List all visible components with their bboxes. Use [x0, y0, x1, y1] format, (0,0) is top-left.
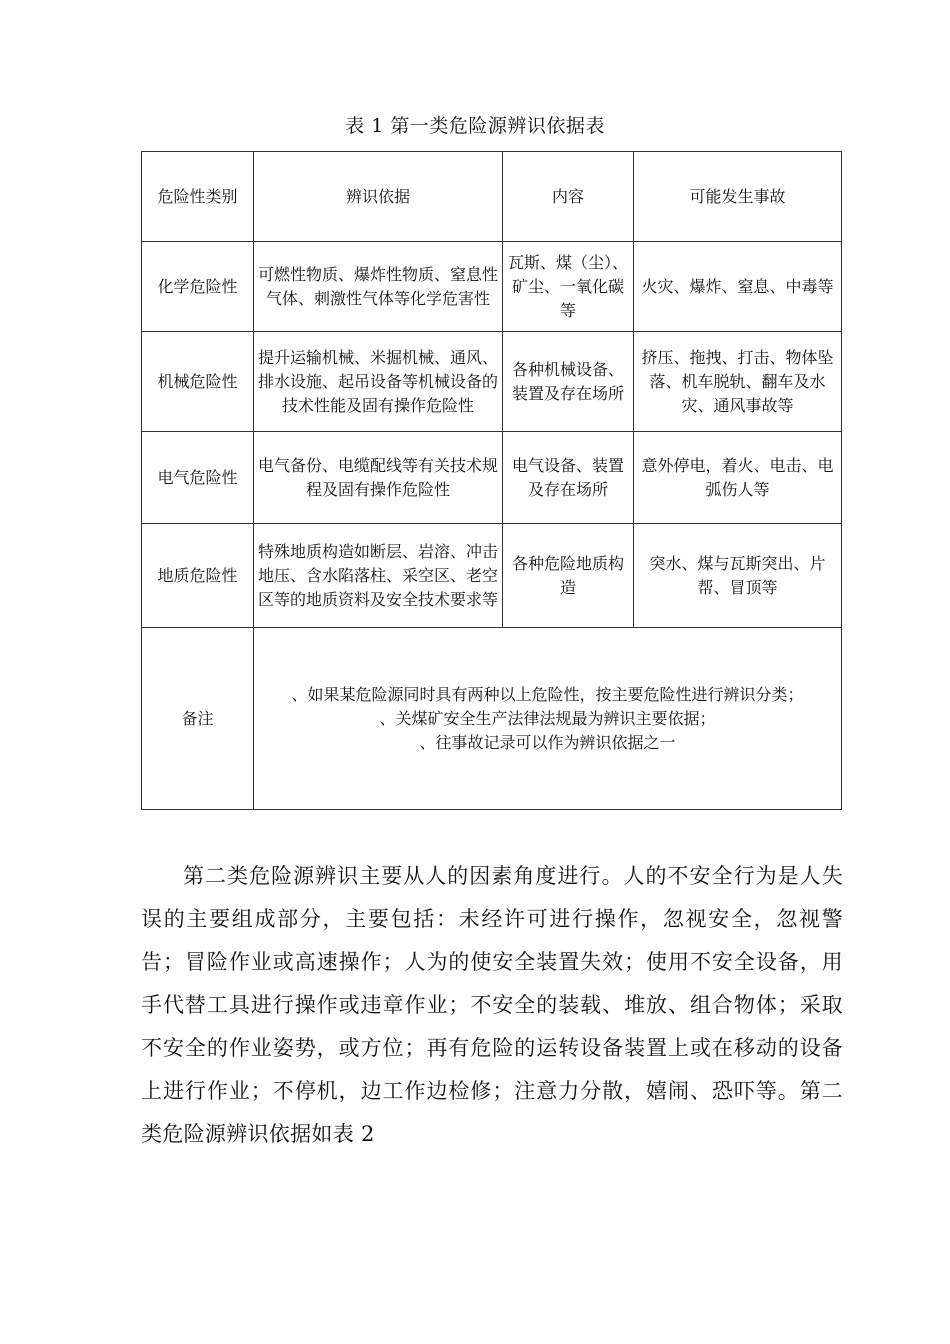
row-content: 电气设备、装置及存在场所: [503, 432, 634, 524]
note-line: 、往事故记录可以作为辨识依据之一: [419, 732, 676, 752]
note-label: 备注: [142, 628, 254, 810]
row-content: 各种机械设备、装置及存在场所: [503, 332, 634, 432]
row-basis: 可燃性物质、爆炸性物质、窒息性气体、刺激性气体等化学危害性: [254, 242, 503, 332]
row-category: 电气危险性: [142, 432, 254, 524]
table-note-row: [142, 628, 842, 810]
note-content: [254, 628, 842, 810]
row-basis: 特殊地质构造如断层、岩溶、冲击地压、含水陷落柱、采空区、老空区等的地质资料及安全技术要求等: [254, 524, 503, 628]
row-basis: 提升运输机械、米掘机械、通风、排水设施、起吊设备等机械设备的技术性能及固有操作危险性: [254, 332, 503, 432]
row-accident: 意外停电，着火、电击、电弧伤人等: [634, 432, 842, 524]
row-basis: 电气备份、电缆配线等有关技术规程及固有操作危险性: [254, 432, 503, 524]
row-content: 各种危险地质构造: [503, 524, 634, 628]
table-row: [142, 332, 842, 432]
row-category: 化学危险性: [142, 242, 254, 332]
table-header-row: [142, 152, 842, 242]
row-content: [503, 242, 634, 332]
row-accident: 火灾、爆炸、窒息、中毒等: [634, 242, 842, 332]
header-basis: 辨识依据: [254, 152, 503, 242]
hazard-table: [141, 151, 842, 810]
row-content-text: 瓦斯、煤（尘）、矿尘、一氧化碳等: [507, 252, 628, 320]
row-accident: 挤压、拖拽、打击、物体坠落、机车脱轨、翻车及水灾、通风事故等: [634, 332, 842, 432]
table-row: [142, 524, 842, 628]
header-category: 危险性类别: [142, 152, 254, 242]
row-accident: 突水、煤与瓦斯突出、片帮、冒顶等: [634, 524, 842, 628]
note-line: 、关煤矿安全生产法律法规最为辨识主要依据；: [379, 708, 716, 728]
row-category: 机械危险性: [142, 332, 254, 432]
header-content: 内容: [503, 152, 634, 242]
paragraph-text: 第二类危险源辨识主要从人的因素角度进行。人的不安全行为是人失误的主要组成部分，主要包括：未经许可进行操作，忽视安全，忽视警告；冒险作业或高速操作；人为的使安全装置失效；使用不安全设备，用手代替工具进行操作或违章作业；不安全的装载、堆放、组合物体；采取不安全的作业姿势，或方位；再有危险的运转设备装置上或在移动的设备上进行作业；不停机，边工作边检修；注意力分散，嬉闹、恐吓等。第二类危险源辨识依据如表 2: [141, 864, 843, 1146]
body-paragraph: [141, 855, 843, 1156]
header-accident: 可能发生事故: [634, 152, 842, 242]
note-line: 、如果某危险源同时具有两种以上危险性，按主要危险性进行辨识分类；: [291, 684, 804, 704]
table-row: [142, 242, 842, 332]
table-row: [142, 432, 842, 524]
table-caption: 表 1 第一类危险源辨识依据表: [345, 115, 605, 137]
row-category: 地质危险性: [142, 524, 254, 628]
